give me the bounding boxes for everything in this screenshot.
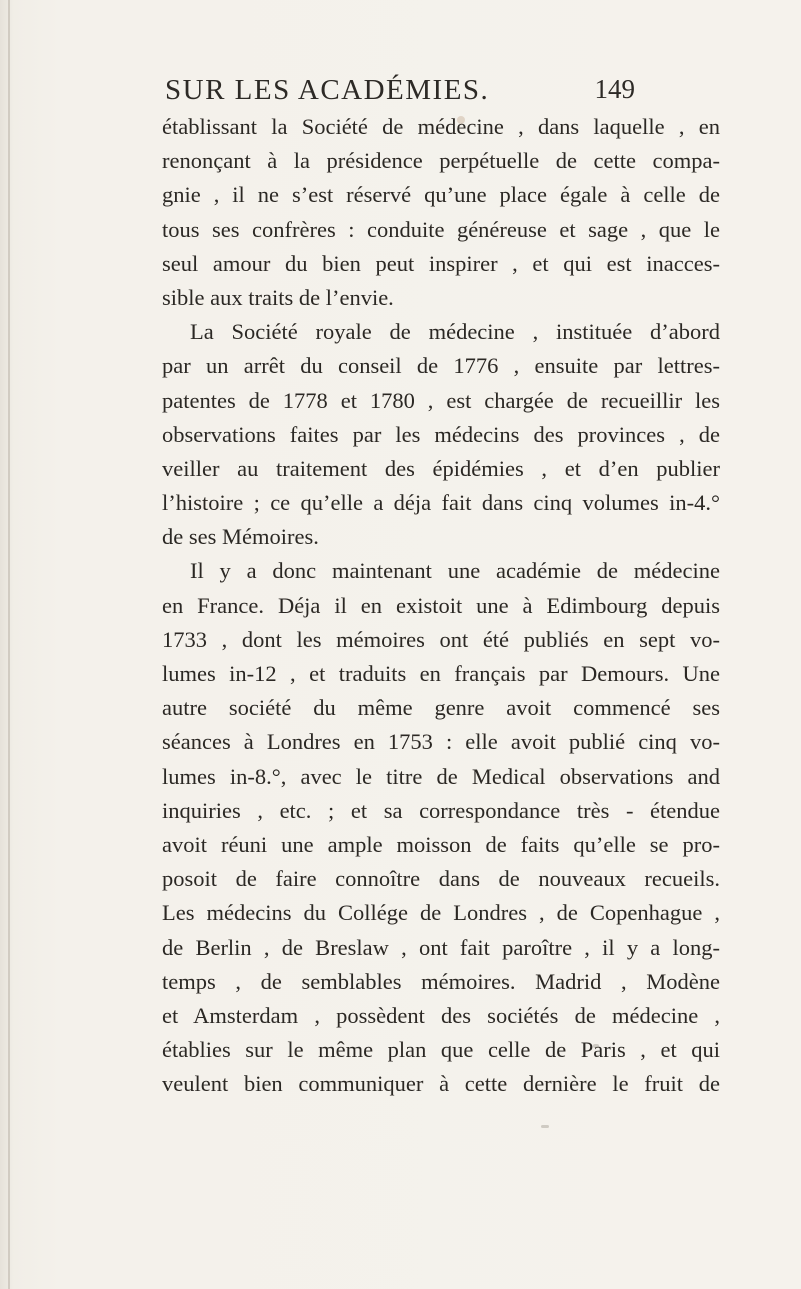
paragraph-start-line: Il y a donc maintenant une académie de médecine [190, 558, 720, 584]
text-line: tous ses confrères : conduite généreuse et sage , que le [162, 216, 720, 242]
text-line: veiller au traitement des épidémies , et d’en publier [162, 455, 720, 481]
page-header [165, 74, 635, 110]
text-line: établissant la Société de médecine , dans laquelle , en [162, 114, 720, 139]
text-line: lumes in-12 , et traduits en français par Demours. Une [162, 661, 720, 686]
text-line: inquiries , etc. ; et sa correspondance très - étendue [162, 797, 720, 823]
binding-gutter [8, 0, 10, 1289]
text-line: seul amour du bien peut inspirer , et qui est inacces- [162, 250, 720, 276]
text-line: en France. Déja il en existoit une à Edimbourg depuis [162, 592, 720, 618]
text-line: observations faites par les médecins des provinces , de [162, 421, 720, 447]
text-line: renonçant à la présidence perpétuelle de cette compa- [162, 148, 720, 174]
text-line: veulent bien communiquer à cette dernière le fruit de [162, 1071, 720, 1097]
paragraph-start-line: La Société royale de médecine , instituée d’abord [190, 319, 720, 345]
text-line: posoit de faire connoître dans de nouveaux recueils. [162, 866, 720, 892]
body-text [162, 110, 720, 1101]
ink-smudge [541, 1125, 549, 1128]
text-line: patentes de 1778 et 1780 , est chargée de recueillir les [162, 387, 720, 413]
text-line: séances à Londres en 1753 : elle avoit publié cinq vo- [162, 729, 720, 755]
text-line: gnie , il ne s’est réservé qu’une place égale à celle de [162, 182, 720, 208]
text-line: lumes in-8.°, avec le titre de Medical observations and [162, 763, 720, 789]
text-line: et Amsterdam , possèdent des sociétés de médecine , [162, 1002, 720, 1028]
text-line: l’histoire ; ce qu’elle a déja fait dans cinq volumes in-4.° [162, 490, 720, 516]
paragraph-end-line: de ses Mémoires. [162, 524, 319, 550]
text-line: avoit réuni une ample moisson de faits qu’elle se pro- [162, 831, 720, 857]
text-line: établies sur le même plan que celle de Paris , et qui [162, 1037, 720, 1063]
paragraph-end-line: sible aux traits de l’envie. [162, 284, 394, 310]
page-number: 149 [594, 74, 635, 104]
running-head: SUR LES ACADÉMIES. [165, 74, 490, 106]
text-line: par un arrêt du conseil de 1776 , ensuite par lettres- [162, 353, 720, 379]
text-line: de Berlin , de Breslaw , ont fait paroître , il y a long- [162, 934, 720, 960]
text-line: 1733 , dont les mémoires ont été publiés en sept vo- [162, 626, 720, 652]
text-line: Les médecins du Collége de Londres , de Copenhague , [162, 900, 720, 926]
ink-smudge [593, 1044, 599, 1048]
text-line: autre société du même genre avoit commencé ses [162, 695, 720, 721]
text-line: temps , de semblables mémoires. Madrid , Modène [162, 968, 720, 994]
